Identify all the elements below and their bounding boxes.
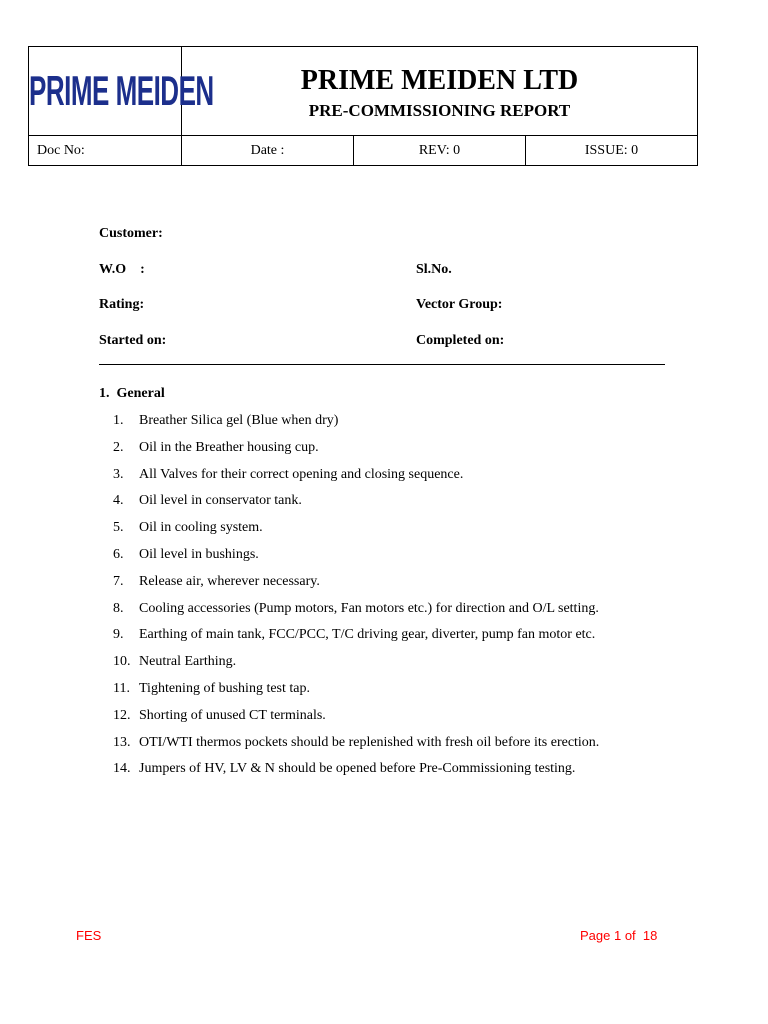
general-checklist <box>113 412 599 787</box>
report-title: PRE-COMMISSIONING REPORT <box>308 101 571 120</box>
checklist-item <box>113 680 599 707</box>
item-number: 1. <box>113 413 124 428</box>
item-number: 5. <box>113 520 124 536</box>
item-number: 11. <box>113 680 130 696</box>
item-text: Shorting of unused CT terminals. <box>139 707 326 723</box>
separator-line <box>99 364 665 365</box>
item-text: Oil in the Breather housing cup. <box>139 439 319 455</box>
checklist-item <box>113 466 599 493</box>
item-number: 14. <box>113 761 131 777</box>
rating-label: Rating: <box>99 297 145 312</box>
item-text: Tightening of bushing test tap. <box>139 680 310 696</box>
item-number: 4. <box>113 493 124 509</box>
company-name: PRIME MEIDEN LTD <box>300 65 579 96</box>
issue-label: ISSUE: 0 <box>526 136 698 166</box>
page-number: Page 1 of 18 <box>580 928 658 943</box>
checklist-item <box>113 519 599 546</box>
item-text: Jumpers of HV, LV & N should be opened before Pre-Commissioning testing. <box>139 761 576 777</box>
sl-no-label: Sl.No. <box>416 261 452 277</box>
title-cell <box>182 47 698 136</box>
item-number: 9. <box>113 627 124 643</box>
item-text: Cooling accessories (Pump motors, Fan motors etc.) for direction and O/L setting. <box>139 600 599 616</box>
item-text: Oil in cooling system. <box>139 520 263 536</box>
wo-label: W.O : <box>99 261 145 277</box>
item-number: 8. <box>113 600 124 616</box>
item-text: All Valves for their correct opening and closing sequence. <box>139 466 464 482</box>
item-number: 7. <box>113 573 124 589</box>
section-heading: 1. General <box>99 386 165 401</box>
started-on-label: Started on: <box>99 332 167 348</box>
report-fields <box>99 226 665 368</box>
completed-on-label: Completed on: <box>416 332 505 348</box>
item-text: Neutral Earthing. <box>139 654 237 670</box>
customer-label: Customer: <box>99 226 163 241</box>
footer-left: FES <box>76 928 102 943</box>
item-number: 10. <box>113 654 131 670</box>
item-number: 12. <box>113 707 131 723</box>
logo-cell <box>29 47 214 136</box>
date-label: Date : <box>182 136 354 166</box>
checklist-item <box>113 734 599 761</box>
item-text: Oil level in bushings. <box>139 546 259 562</box>
checklist-item <box>113 492 599 519</box>
rev-label: REV: 0 <box>354 136 526 166</box>
item-text: Release air, wherever necessary. <box>139 573 320 589</box>
doc-no-label: Doc No: <box>29 136 182 166</box>
checklist-item <box>113 707 599 734</box>
checklist-item <box>113 439 599 466</box>
checklist-item <box>113 653 599 680</box>
item-text: OTI/WTI thermos pockets should be replenished with fresh oil before its erection. <box>139 734 600 750</box>
item-text: Oil level in conservator tank. <box>139 493 302 509</box>
company-logo: PRIME MEIDEN <box>29 66 214 115</box>
checklist-item <box>113 600 599 627</box>
checklist-item <box>113 412 599 439</box>
item-text: Breather Silica gel (Blue when dry) <box>139 413 339 428</box>
checklist-item <box>113 573 599 600</box>
vector-group-label: Vector Group: <box>416 297 503 312</box>
checklist-item <box>113 546 599 573</box>
checklist-item <box>113 626 599 653</box>
item-text: Earthing of main tank, FCC/PCC, T/C driving gear, diverter, pump fan motor etc. <box>139 627 596 643</box>
item-number: 13. <box>113 734 131 750</box>
item-number: 2. <box>113 439 124 455</box>
item-number: 6. <box>113 546 124 562</box>
document-header <box>28 46 698 166</box>
checklist-item <box>113 760 599 787</box>
item-number: 3. <box>113 466 124 482</box>
